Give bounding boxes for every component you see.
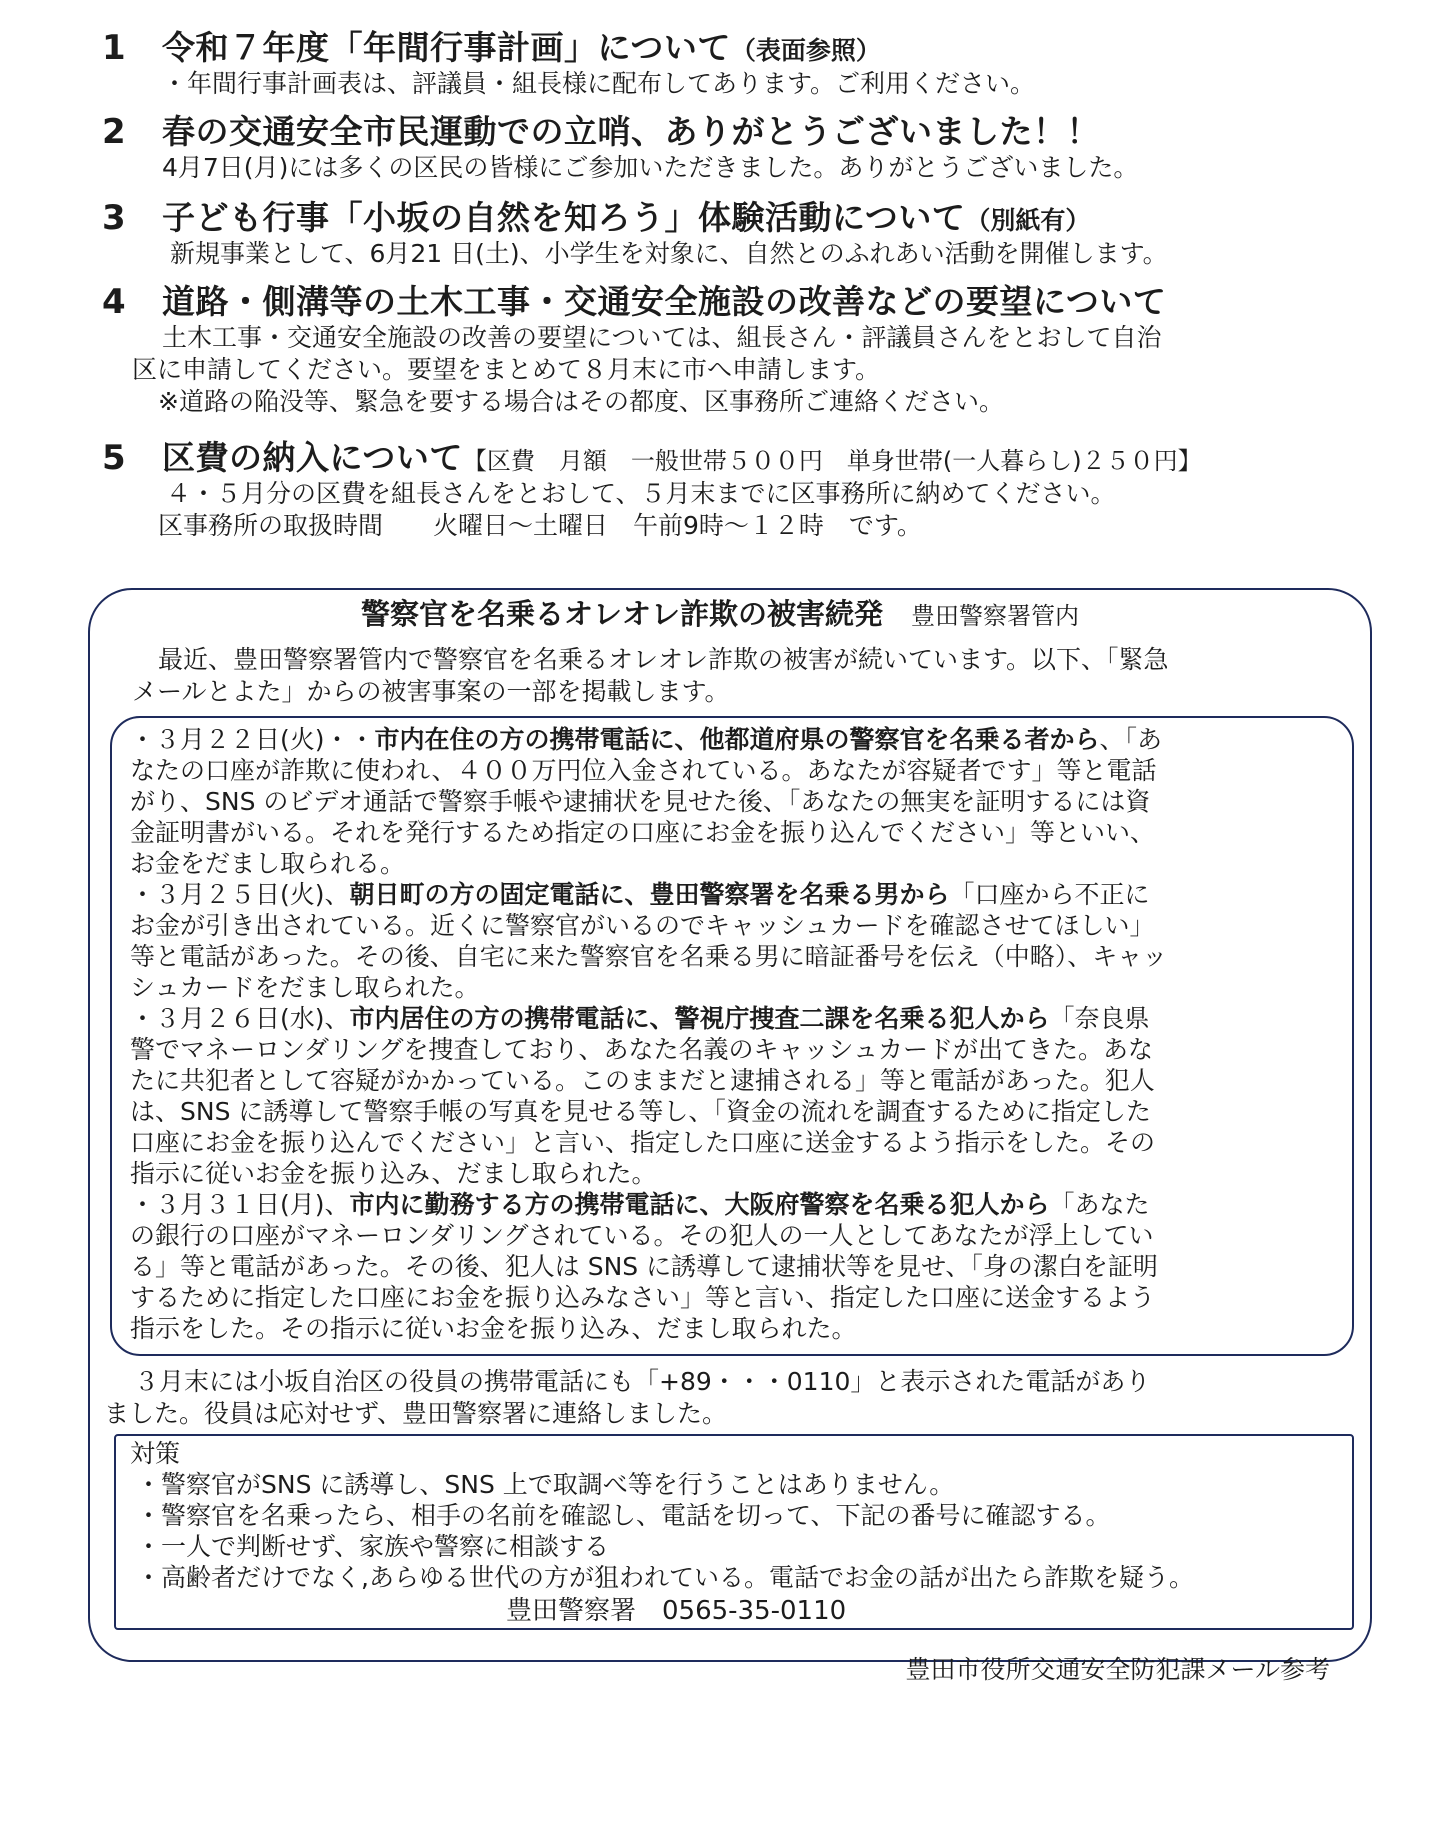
case-line: するために指定した口座にお金を振り込みなさい」等と言い、指定した口座に送金するよう	[130, 1283, 1156, 1312]
section-fee-note: 【区費 月額 一般世帯５００円 単身世帯(一人暮らし)２５０円】	[462, 447, 1202, 475]
fraud-notice-title	[0, 594, 1440, 636]
police-contact: 豊田警察署 0565-35-0110	[506, 1596, 847, 1626]
source-reference: 豊田市役所交通安全防犯課メール参考	[905, 1655, 1330, 1684]
section-line: 新規事業として、6月21 日(土)、小学生を対象に、自然とのふれあい活動を開催します。	[170, 239, 1168, 268]
case-date: ・３月２５日(火)、	[130, 880, 350, 909]
section-line: ・年間行事計画表は、評議員・組長様に配布してあります。ご利用ください。	[162, 69, 1036, 98]
case-first-line	[130, 1003, 1150, 1034]
section-line: 土木工事・交通安全施設の改善の要望については、組長さん・評議員さんをとおして自治	[162, 323, 1162, 352]
case-summary: 市内に勤務する方の携帯電話に、大阪府警察を名乗る犯人から	[349, 1190, 1050, 1219]
section-line: ※道路の陥没等、緊急を要する場合はその都度、区事務所ご連絡ください。	[158, 387, 1004, 416]
measure-item: ・高齢者だけでなく,あらゆる世代の方が狙われている。電話でお金の話が出たら詐欺を疑う。	[136, 1563, 1194, 1592]
case-first-line	[130, 1189, 1150, 1220]
fraud-title-text: 警察官を名乗るオレオレ詐欺の被害続発	[360, 597, 883, 631]
case-line: 指示をした。その指示に従いお金を振り込み、だまし取られた。	[130, 1314, 857, 1343]
local-incident-line: ３月末には小坂自治区の役員の携帯電話にも「+89・・・0110」と表示された電話があり	[134, 1367, 1151, 1396]
section-title-text: 子ども行事「小坂の自然を知ろう」体験活動について	[162, 198, 966, 237]
section-title-text: 令和７年度「年間行事計画」について	[162, 28, 731, 67]
case-line: たに共犯者として容疑がかかっている。このままだと逮捕される」等と電話があった。犯人	[130, 1066, 1155, 1095]
case-date: ・３月３１日(月)、	[130, 1190, 350, 1219]
section-note: （表面参照）	[730, 36, 881, 65]
case-line: 金証明書がいる。それを発行するため指定の口座にお金を振り込んでください」等といい、	[130, 818, 1156, 847]
section-number: 2	[102, 112, 126, 152]
case-line: 指示に従いお金を振り込み、だまし取られた。	[130, 1159, 657, 1188]
section-line: 区に申請してください。要望をまとめて８月末に市へ申請します。	[132, 355, 881, 384]
case-line: お金が引き出されている。近くに警察官がいるのでキャッシュカードを確認させてほしい」	[130, 911, 1155, 940]
section-line: ４・５月分の区費を組長さんをとおして、５月末までに区事務所に納めてください。	[166, 479, 1116, 508]
case-date: ・３月２６日(水)、	[130, 1004, 350, 1033]
case-line: お金をだまし取られる。	[130, 849, 406, 878]
case-first-line	[130, 879, 1150, 910]
case-summary: 市内居住の方の携帯電話に、警視庁捜査二課を名乗る犯人から	[349, 1004, 1050, 1033]
section-title	[162, 112, 1100, 152]
section-title-text: 道路・側溝等の土木工事・交通安全施設の改善などの要望について	[162, 282, 1167, 321]
case-line: 警でマネーロンダリングを捜査しており、あなた名義のキャッシュカードが出てきた。あな	[130, 1035, 1154, 1064]
fraud-intro-line: メールとよた」からの被害事案の一部を掲載します。	[132, 677, 730, 706]
case-continuation: 、「あ	[1099, 725, 1163, 754]
case-continuation: 「口座から不正に	[949, 880, 1150, 909]
case-date: ・３月２２日(火)・・	[130, 725, 375, 754]
section-title-text: 区費の納入について	[162, 438, 463, 477]
fraud-intro-line: 最近、豊田警察署管内で警察官を名乗るオレオレ詐欺の被害が続いています。以下、「緊急	[158, 645, 1169, 674]
section-number: 4	[102, 282, 126, 322]
fraud-source: 豊田警察署管内	[911, 602, 1079, 630]
measure-item: ・警察官を名乗ったら、相手の名前を確認し、電話を切って、下記の番号に確認する。	[136, 1501, 1111, 1530]
measures-title: 対策	[130, 1439, 181, 1468]
case-first-line	[130, 724, 1162, 755]
section-title	[162, 28, 881, 71]
case-line: なたの口座が詐欺に使われ、４００万円位入金されている。あなたが容疑者です」等と電話	[130, 756, 1157, 785]
case-continuation: 「奈良県	[1049, 1004, 1150, 1033]
section-number: 3	[102, 198, 126, 238]
section-number: 5	[102, 438, 126, 478]
section-note: （別紙有）	[965, 206, 1091, 235]
section-title-text: 春の交通安全市民運動での立哨、ありがとうございました！！	[162, 112, 1100, 151]
case-line: 等と電話があった。その後、自宅に来た警察官を名乗る男に暗証番号を伝え（中略）、キャッ	[130, 942, 1168, 971]
section-title	[162, 198, 1090, 241]
section-line: 区事務所の取扱時間 火曜日～土曜日 午前9時～１２時 です。	[158, 511, 922, 540]
section-title	[162, 438, 1202, 481]
measure-item: ・一人で判断せず、家族や警察に相談する	[136, 1532, 610, 1561]
case-line: は、SNS に誘導して警察手帳の写真を見せる等し、「資金の流れを調査するために指定した	[130, 1097, 1151, 1126]
case-line: シュカードをだまし取られた。	[130, 973, 480, 1002]
local-incident-line: ました。役員は応対せず、豊田警察署に連絡しました。	[104, 1399, 728, 1428]
case-line: がり、SNS のビデオ通話で警察手帳や逮捕状を見せた後、「あなたの無実を証明するには資	[130, 787, 1151, 816]
case-summary: 朝日町の方の固定電話に、豊田警察署を名乗る男から	[349, 880, 950, 909]
section-title	[162, 282, 1166, 322]
section-line: 4月7日(月)には多くの区民の皆様にご参加いただきました。ありがとうございました。	[162, 153, 1139, 182]
case-line: 口座にお金を振り込んでください」と言い、指定した口座に送金するよう指示をした。その	[130, 1128, 1156, 1157]
section-number: 1	[102, 28, 126, 68]
case-line: の銀行の口座がマネーロンダリングされている。その犯人の一人としてあなたが浮上してい	[130, 1221, 1154, 1250]
case-continuation: 「あなた	[1049, 1190, 1150, 1219]
case-summary: 市内在住の方の携帯電話に、他都道府県の警察官を名乗る者から	[374, 725, 1100, 754]
case-line: る」等と電話があった。その後、犯人は SNS に誘導して逮捕状等を見せ、「身の潔白を証明	[130, 1252, 1158, 1281]
measure-item: ・警察官がSNS に誘導し、SNS 上で取調べ等を行うことはありません。	[136, 1470, 955, 1499]
